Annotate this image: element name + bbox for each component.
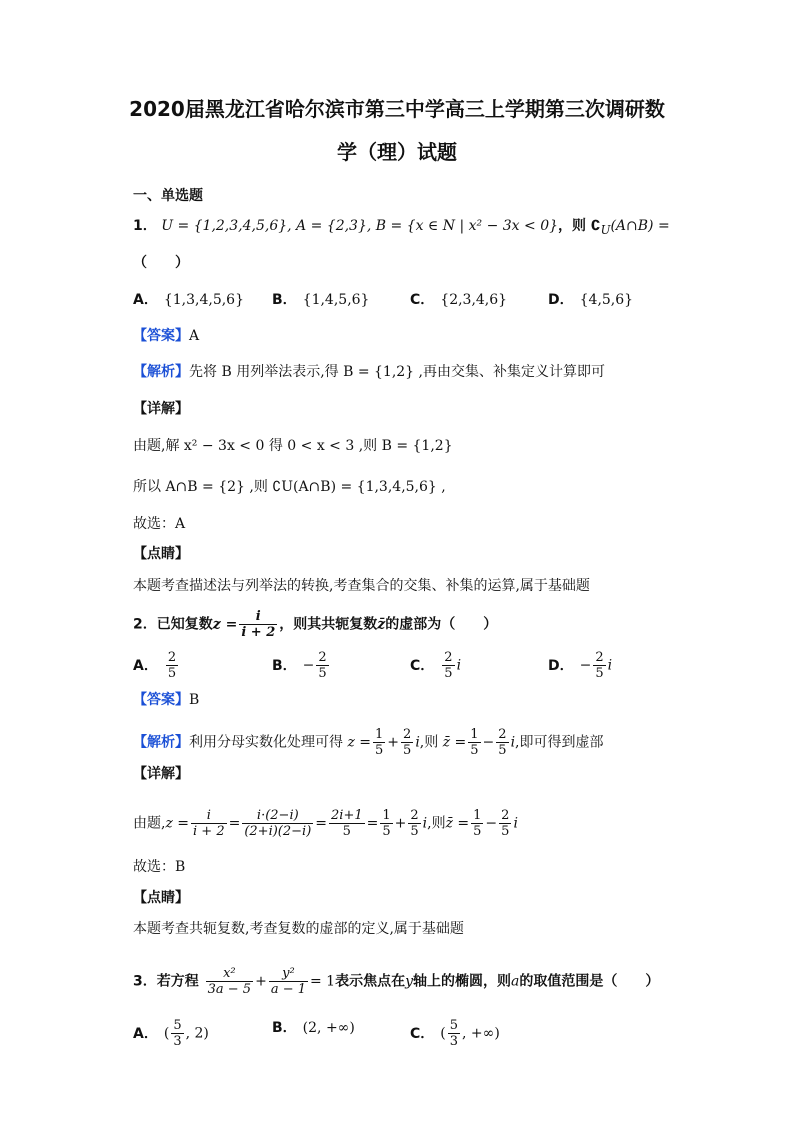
doc-title-line2: 学（理）试题	[337, 140, 457, 164]
q3-option-a: A． ( $\frac{5}{3}$ , 2)	[133, 1018, 209, 1049]
q2-option-c: C． $\frac{2}{5}$ i	[410, 650, 462, 681]
q2-comment: 本题考查共轭复数,考查复数的虚部的定义,属于基础题	[133, 921, 464, 937]
q1-option-c: C． {2,3,4,6}	[410, 292, 508, 308]
q2-answer: 【答案】B	[133, 692, 200, 708]
q1-detail-heading: 【详解】	[133, 401, 189, 417]
question-2-stem: 2．已知复数z = $\frac{i}{i + 2}$ ，则其共轭复数z̄的虚部为（ ）	[133, 609, 498, 640]
q1-sets: U = {1,2,3,4,5,6}, A = {2,3}, B = {x ∈ N | x² − 3x < 0}	[161, 218, 559, 234]
q3-option-c: C． ( $\frac{5}{3}$ , +∞)	[410, 1018, 500, 1049]
q2-option-d: D． − $\frac{2}{5}$ i	[548, 650, 613, 681]
q1-choose: 故选：A	[133, 516, 186, 532]
q2-detail-heading: 【详解】	[133, 766, 189, 782]
q1-comment-heading: 【点睛】	[133, 546, 189, 562]
q3-option-b: B． (2, +∞)	[272, 1020, 355, 1036]
doc-title-line1: 2020届黑龙江省哈尔滨市第三中学高三上学期第三次调研数	[129, 97, 665, 121]
q2-option-a: A． $\frac{2}{5}$	[133, 650, 177, 681]
question-number: 3．	[133, 973, 157, 990]
question-number: 2．	[133, 616, 157, 633]
q2-option-b: B． − $\frac{2}{5}$	[272, 650, 327, 681]
question-1-stem: 1． U = {1,2,3,4,5,6}, A = {2,3}, B = {x ∈ N | x² − 3x < 0}，则 $∁_U(A\cap B)$ =	[133, 218, 670, 237]
q2-comment-heading: 【点睛】	[133, 890, 189, 906]
fraction: $\frac{i}{i + 2}$	[241, 609, 276, 640]
q2-choose: 故选：B	[133, 859, 186, 875]
q1-answer: 【答案】A	[133, 328, 200, 344]
q1-analysis: 【解析】先将 B 用列举法表示,得 B = {1,2} ,再由交集、补集定义计算即可	[133, 364, 605, 380]
section-heading: 一、单选题	[133, 188, 203, 204]
q2-analysis: 【解析】利用分母实数化处理可得 z = $\frac{1}{5}$ + $\frac{2}{5}$ i,则 z̄ = $\frac{1}{5}$ − $\frac{2}{5}$ i,即可得到虚部	[133, 727, 604, 758]
q1-detail-1: 由题,解 x² − 3x < 0 得 0 < x < 3 ,则 B = {1,2}	[133, 438, 453, 454]
q1-detail-2: 所以 A∩B = {2} ,则 ∁U(A∩B) = {1,3,4,5,6} ,	[133, 479, 446, 495]
q1-option-a: A． {1,3,4,5,6}	[133, 292, 244, 308]
question-3-stem: 3．若方程 $\frac{\text{x²}}{3a - 5}$ + $\frac{\text{y²}}{a - 1}$ = 1表示焦点在y轴上的椭圆，则a的取值范围是（ ）	[133, 966, 660, 997]
q1-option-d: D． {4,5,6}	[548, 292, 634, 308]
q1-option-b: B． {1,4,5,6}	[272, 292, 370, 308]
question-number: 1．	[133, 218, 157, 234]
q1-paren: （ ）	[133, 255, 189, 271]
q1-comment: 本题考查描述法与列举法的转换,考查集合的交集、补集的运算,属于基础题	[133, 578, 590, 594]
q2-detail-1: 由题,z = $\frac{i}{i + 2}$ = $\frac{i\cdot(2-i)}{(2+i)(2-i)}$ = $\frac{2i+1}{5}$ = $\frac{1}{5}$ + $\frac{2}{5}$ i,则z̄ = $\frac{1}{5}$ − $\frac{2}{5}$ i	[133, 808, 518, 839]
